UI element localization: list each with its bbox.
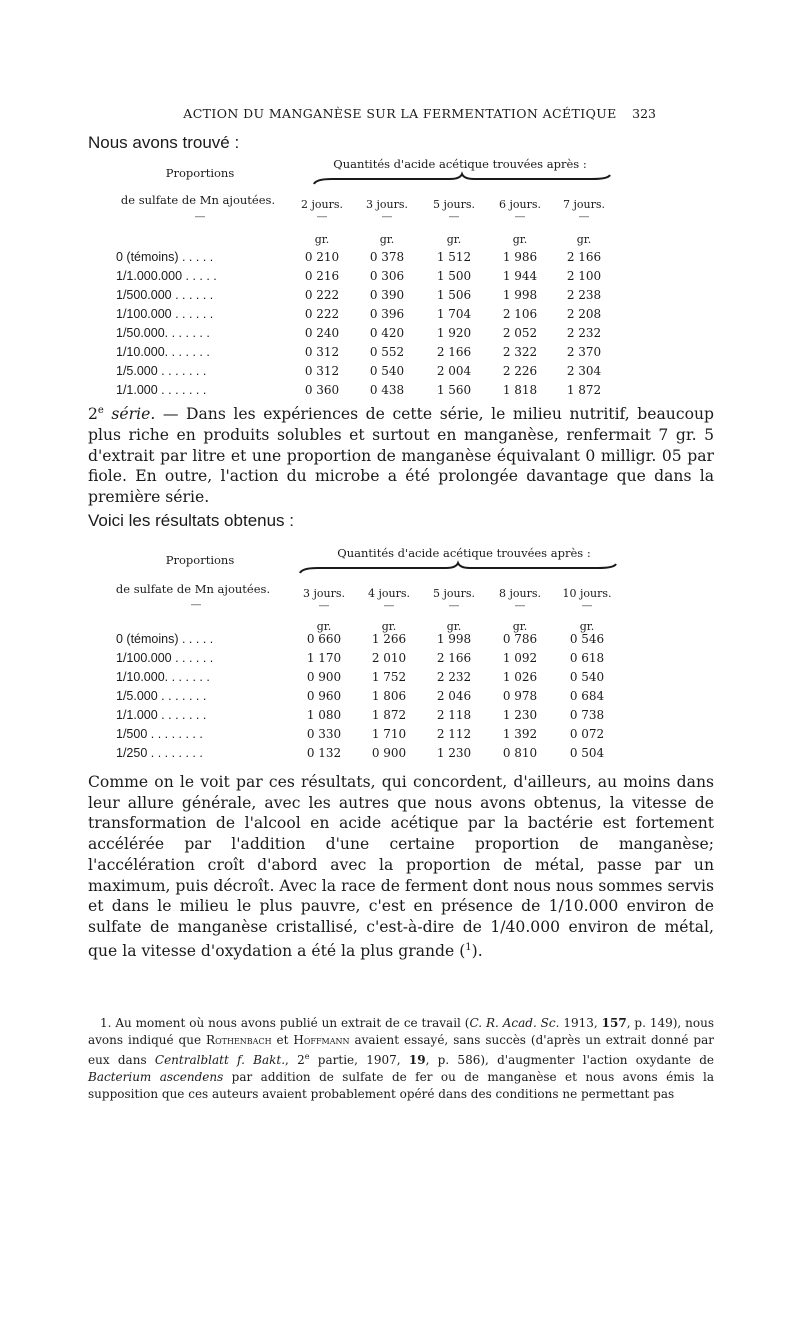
footnote-author: Hoffmann	[293, 1032, 350, 1047]
footnote-author: Rothenbach	[206, 1032, 272, 1047]
table-cell: 2 166	[436, 345, 472, 359]
footnote-sup: e	[304, 1051, 310, 1061]
table-cell: 0 330	[306, 727, 342, 741]
row-label: 1/1.000 . . . . . . .	[116, 383, 207, 397]
table-cell: 0 552	[369, 345, 405, 359]
table-cell: 0 072	[569, 727, 605, 741]
table-cell: 1 752	[371, 670, 407, 684]
table-cell: 0 540	[369, 364, 405, 378]
table-cell: 2 304	[566, 364, 602, 378]
table-2-brace	[298, 562, 618, 576]
table-1-col-2-days: 2 jours.	[300, 198, 343, 211]
footnote-citation: Bacterium ascendens	[88, 1069, 224, 1084]
table-1-col-dash: —	[448, 210, 460, 223]
table-2-unit: gr.	[512, 620, 528, 633]
table-cell: 0 312	[304, 364, 340, 378]
table-cell: 0 222	[304, 307, 340, 321]
conclusion-body: Comme on le voit par ces résultats, qui concordent, d'ailleurs, au moins dans leur allure générale, avec les autres que nous avons obtenus, la vitesse de transformation de l'alcool en acide acétique par la bactérie est fortement accélérée par l'addition d'une certaine proportion de manganèse; l'accélération croît d'abord avec la proportion de métal, passe par un maximum, puis décroît. Avec la race de ferment dont nous nous sommes servis et dans le milieu le plus pauvre, c'est en présence de 1/10.000 environ de sulfate de manganèse cristallisé, c'est-à-dire de 1/40.000 environ de métal, que la vitesse d'oxydation a été la plus grande (	[88, 773, 714, 960]
table-cell: 2 100	[566, 269, 602, 283]
table-cell: 0 900	[306, 670, 342, 684]
table-1-col-dash: —	[316, 210, 328, 223]
table-1-col-dash: —	[381, 210, 393, 223]
table-cell: 1 818	[502, 383, 538, 397]
table-2-col-dash: —	[581, 599, 593, 612]
footnote-citation: Centralblatt f. Bakt.	[154, 1052, 286, 1067]
conclusion-paragraph	[88, 772, 714, 962]
table-cell: 1 872	[566, 383, 602, 397]
conclusion-end: ).	[471, 941, 483, 960]
table-cell: 0 420	[369, 326, 405, 340]
table-cell: 0 378	[369, 250, 405, 264]
table-2-quantity-header: Quantités d'acide acétique trouvées après :	[337, 546, 591, 560]
row-label: 1/100.000 . . . . . .	[116, 651, 214, 665]
footnote-ref[interactable]: 1	[465, 941, 472, 953]
table-cell: 1 998	[436, 632, 472, 646]
table-cell: 2 238	[566, 288, 602, 302]
table-cell: 2 322	[502, 345, 538, 359]
table-cell: 1 998	[502, 288, 538, 302]
table-cell: 1 512	[436, 250, 472, 264]
table-cell: 1 560	[436, 383, 472, 397]
footnote	[88, 1015, 714, 1103]
table-1-unit: gr.	[576, 233, 592, 246]
table-cell: 2 106	[502, 307, 538, 321]
row-label: 1/5.000 . . . . . . .	[116, 689, 207, 703]
table-1-unit: gr.	[314, 233, 330, 246]
table-cell: 1 170	[306, 651, 342, 665]
table-cell: 1 920	[436, 326, 472, 340]
table-cell: 1 944	[502, 269, 538, 283]
footnote-text: , p. 586), d'augmenter l'action oxydante de	[425, 1052, 715, 1067]
table-cell: 0 660	[306, 632, 342, 646]
table-cell: 2 232	[436, 670, 472, 684]
table-2-col-dash: —	[448, 599, 460, 612]
table-cell: 1 704	[436, 307, 472, 321]
table-cell: 0 618	[569, 651, 605, 665]
table-cell: 0 546	[569, 632, 605, 646]
footnote-text: Au moment où nous avons publié un extrait de ce travail (	[111, 1016, 470, 1030]
table-cell: 0 360	[304, 383, 340, 397]
table-1-col-7-days: 7 jours.	[562, 198, 605, 211]
table-cell: 2 118	[436, 708, 472, 722]
table-cell: 2 232	[566, 326, 602, 340]
table-2-rows	[116, 632, 636, 772]
table-cell: 0 390	[369, 288, 405, 302]
footnote-text: , 2	[285, 1052, 305, 1067]
table-cell: 2 004	[436, 364, 472, 378]
intro-first-table: Nous avons trouvé :	[88, 133, 240, 152]
running-head: ACTION DU MANGANÈSE SUR LA FERMENTATION ACÉTIQUE	[183, 106, 617, 121]
table-cell: 2 112	[436, 727, 472, 741]
page-number: 323	[632, 106, 656, 121]
row-label: 0 (témoins) . . . . .	[116, 632, 214, 646]
table-1-col-dash: —	[514, 210, 526, 223]
table-cell: 0 738	[569, 708, 605, 722]
row-label: 1/50.000. . . . . . .	[116, 326, 210, 340]
table-1-unit: gr.	[379, 233, 395, 246]
footnote-text: avaient essayé, sans succès (d'après un extrait donné par eux dans	[88, 1032, 714, 1067]
table-2-unit: gr.	[446, 620, 462, 633]
table-cell: 2 166	[566, 250, 602, 264]
serie-word: série.	[111, 405, 156, 424]
table-2-col-5-days: 5 jours.	[432, 587, 475, 600]
footnote-volume: 157	[601, 1016, 627, 1030]
table-1-col-5-days: 5 jours.	[432, 198, 475, 211]
table-cell: 0 900	[371, 746, 407, 760]
table-2-col-10-days: 10 jours.	[562, 587, 612, 600]
table-2-proportions-header: Proportions	[165, 553, 235, 567]
table-2-unit: gr.	[579, 620, 595, 633]
footnote-text: par addition de sulfate de fer ou de manganèse et nous avons émis la supposition que ces auteurs avaient probablement opéré dans des conditions ne permettant pas	[88, 1069, 715, 1101]
footnote-text: et	[271, 1032, 294, 1047]
table-cell: 0 684	[569, 689, 605, 703]
table-cell: 1 986	[502, 250, 538, 264]
table-cell: 0 978	[502, 689, 538, 703]
table-cell: 0 438	[369, 383, 405, 397]
table-cell: 2 208	[566, 307, 602, 321]
table-2-unit: gr.	[316, 620, 332, 633]
table-2-col-4-days: 4 jours.	[367, 587, 410, 600]
table-2-label-dash: —	[190, 598, 202, 611]
table-cell: 0 210	[304, 250, 340, 264]
table-1-proportions-header: Proportions	[165, 166, 235, 180]
table-cell: 1 500	[436, 269, 472, 283]
table-cell: 1 506	[436, 288, 472, 302]
table-cell: 1 230	[436, 746, 472, 760]
serie-body: — Dans les expériences de cette série, le milieu nutritif, beaucoup plus riche en produits solubles et surtout en manganèse, renfermait 7 gr. 5 d'extrait par litre et une proportion de manganèse équivalant 0 milligr. 05 par fiole. En outre, l'action du microbe a été prolongée davantage que dans la première série.	[88, 405, 714, 506]
footnote-text: , p. 149), nous avons indiqué que	[88, 1016, 714, 1047]
table-cell: 0 312	[304, 345, 340, 359]
table-cell: 0 540	[569, 670, 605, 684]
table-cell: 1 230	[502, 708, 538, 722]
table-1-quantity-header: Quantités d'acide acétique trouvées après :	[333, 157, 587, 171]
table-1-label-dash: —	[194, 210, 206, 223]
table-1-col-3-days: 3 jours.	[365, 198, 408, 211]
table-cell: 0 132	[306, 746, 342, 760]
footnote-text: partie, 1907,	[309, 1052, 409, 1067]
table-cell: 1 392	[502, 727, 538, 741]
table-cell: 1 026	[502, 670, 538, 684]
footnote-volume: 19	[408, 1052, 426, 1067]
table-2-col-3-days: 3 jours.	[302, 587, 345, 600]
serie-number: 2	[88, 405, 98, 424]
intro-second-table: Voici les résultats obtenus :	[88, 511, 295, 530]
row-label: 1/500 . . . . . . . .	[116, 727, 203, 741]
table-cell: 0 960	[306, 689, 342, 703]
table-2-unit: gr.	[381, 620, 397, 633]
table-cell: 0 216	[304, 269, 340, 283]
table-1-unit: gr.	[446, 233, 462, 246]
table-cell: 0 396	[369, 307, 405, 321]
table-cell: 2 046	[436, 689, 472, 703]
table-cell: 2 166	[436, 651, 472, 665]
serie-sup: e	[97, 405, 104, 416]
table-cell: 2 052	[502, 326, 538, 340]
table-cell: 1 080	[306, 708, 342, 722]
table-2-col-dash: —	[383, 599, 395, 612]
row-label: 1/5.000 . . . . . . .	[116, 364, 207, 378]
table-cell: 0 222	[304, 288, 340, 302]
table-cell: 1 710	[371, 727, 407, 741]
row-label: 0 (témoins) . . . . .	[116, 250, 214, 264]
table-cell: 0 306	[369, 269, 405, 283]
table-2-col-8-days: 8 jours.	[498, 587, 541, 600]
table-cell: 2 010	[371, 651, 407, 665]
table-cell: 1 872	[371, 708, 407, 722]
row-label: 1/100.000 . . . . . .	[116, 307, 214, 321]
table-1-sulfate-header: de sulfate de Mn ajoutées.	[120, 193, 276, 207]
table-cell: 0 786	[502, 632, 538, 646]
table-1-unit: gr.	[512, 233, 528, 246]
table-cell: 2 370	[566, 345, 602, 359]
table-cell: 0 810	[502, 746, 538, 760]
table-cell: 1 806	[371, 689, 407, 703]
table-cell: 0 240	[304, 326, 340, 340]
row-label: 1/10.000. . . . . . .	[116, 345, 210, 359]
table-2-col-dash: —	[514, 599, 526, 612]
table-1-col-6-days: 6 jours.	[498, 198, 541, 211]
table-1-col-dash: —	[578, 210, 590, 223]
conclusion-text	[88, 772, 714, 962]
footnote-citation: C. R. Acad. Sc.	[469, 1016, 560, 1030]
table-cell: 0 504	[569, 746, 605, 760]
footnote-text: 1913,	[559, 1016, 602, 1030]
table-2-col-dash: —	[318, 599, 330, 612]
row-label: 1/10.000. . . . . . .	[116, 670, 210, 684]
table-cell: 1 092	[502, 651, 538, 665]
row-label: 1/1.000.000 . . . . .	[116, 269, 217, 283]
row-label: 1/250 . . . . . . . .	[116, 746, 203, 760]
table-2-sulfate-header: de sulfate de Mn ajoutées.	[115, 582, 271, 596]
footnote-number: 1.	[100, 1016, 112, 1030]
table-cell: 1 266	[371, 632, 407, 646]
row-label: 1/1.000 . . . . . . .	[116, 708, 207, 722]
row-label: 1/500.000 . . . . . .	[116, 288, 214, 302]
table-cell: 2 226	[502, 364, 538, 378]
